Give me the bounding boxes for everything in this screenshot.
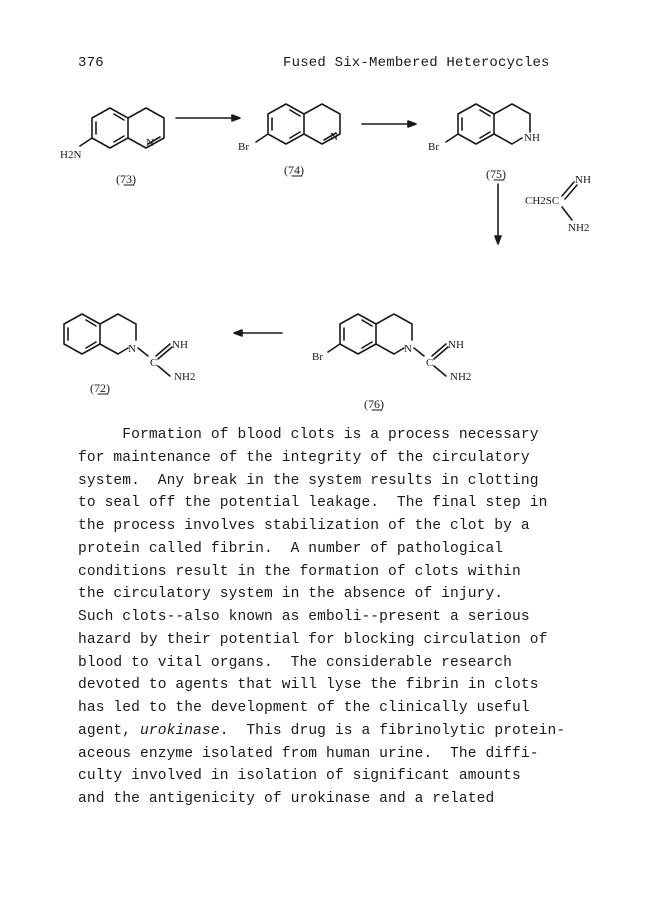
atom-nh: NH bbox=[172, 339, 188, 351]
arrow-75-76 bbox=[495, 184, 501, 244]
reagent-isothiourea bbox=[525, 174, 591, 234]
text-line: aceous enzyme isolated from human urine. The diffi- bbox=[78, 745, 539, 762]
atom-br: Br bbox=[428, 141, 439, 153]
text-fragment: . This drug is a fibrinolytic protein- bbox=[219, 722, 566, 739]
reaction-scheme bbox=[0, 0, 648, 420]
atom-c: C bbox=[426, 357, 434, 369]
text-line: Such clots--also known as emboli--present a serious bbox=[78, 609, 530, 625]
atom-nh: NH bbox=[448, 339, 464, 351]
atom-n: N bbox=[128, 343, 136, 355]
label-75: (75) bbox=[486, 167, 506, 181]
atom-nh: NH bbox=[575, 174, 591, 186]
text-line: Formation of blood clots is a process necessary bbox=[78, 427, 539, 443]
structure-75 bbox=[428, 104, 540, 181]
text-line: to seal off the potential leakage. The final step in bbox=[78, 495, 548, 512]
reagent-ch2sc: CH2SC bbox=[525, 195, 560, 207]
text-line: the process involves stabilization of the clot by a bbox=[78, 518, 530, 534]
structure-72 bbox=[64, 314, 195, 395]
atom-nh2: NH2 bbox=[174, 371, 196, 383]
structure-74 bbox=[238, 104, 340, 177]
arrow-73-74 bbox=[176, 115, 240, 121]
atom-nh2: NH2 bbox=[450, 371, 472, 383]
text-line: devoted to agents that will lyse the fibrin in clots bbox=[78, 677, 539, 694]
text-line: for maintenance of the integrity of the circulatory bbox=[78, 449, 530, 466]
text-line-urokinase bbox=[78, 720, 598, 743]
arrow-74-75 bbox=[362, 121, 416, 127]
atom-n: N bbox=[404, 343, 412, 355]
structure-76 bbox=[312, 314, 471, 411]
atom-h2n: H2N bbox=[60, 149, 82, 161]
text-line: culty involved in isolation of significant amounts bbox=[78, 768, 521, 785]
atom-br: Br bbox=[238, 141, 249, 153]
atom-n: N bbox=[330, 131, 338, 143]
text-line: conditions result in the formation of clots within bbox=[78, 563, 521, 580]
text-line: has led to the development of the clinically useful bbox=[78, 700, 530, 716]
atom-br: Br bbox=[312, 351, 323, 363]
label-72: (72) bbox=[90, 381, 110, 395]
text-line: protein called fibrin. A number of pathological bbox=[78, 540, 504, 557]
text-line: system. Any break in the system results in clotting bbox=[78, 472, 539, 489]
body-paragraph bbox=[78, 424, 598, 811]
atom-n: N bbox=[146, 137, 154, 149]
label-76: (76) bbox=[364, 397, 384, 411]
structure-73 bbox=[60, 108, 164, 186]
text-line: blood to vital organs. The considerable research bbox=[78, 654, 513, 671]
atom-c: C bbox=[150, 357, 158, 369]
label-73: (73) bbox=[116, 172, 136, 186]
running-head: Fused Six-Membered Heterocycles bbox=[283, 55, 550, 71]
text-line: the circulatory system in the absence of injury. bbox=[78, 586, 504, 603]
atom-nh: NH bbox=[524, 132, 540, 144]
arrow-76-72 bbox=[234, 330, 282, 336]
page-number: 376 bbox=[78, 55, 104, 71]
label-74: (74) bbox=[284, 163, 304, 177]
atom-nh2: NH2 bbox=[568, 222, 590, 234]
text-line: hazard by their potential for blocking circulation of bbox=[78, 631, 548, 648]
text-fragment: agent, bbox=[78, 722, 141, 739]
text-line: and the antigenicity of urokinase and a related bbox=[78, 791, 495, 807]
italic-term-urokinase: urokinase bbox=[140, 722, 220, 739]
